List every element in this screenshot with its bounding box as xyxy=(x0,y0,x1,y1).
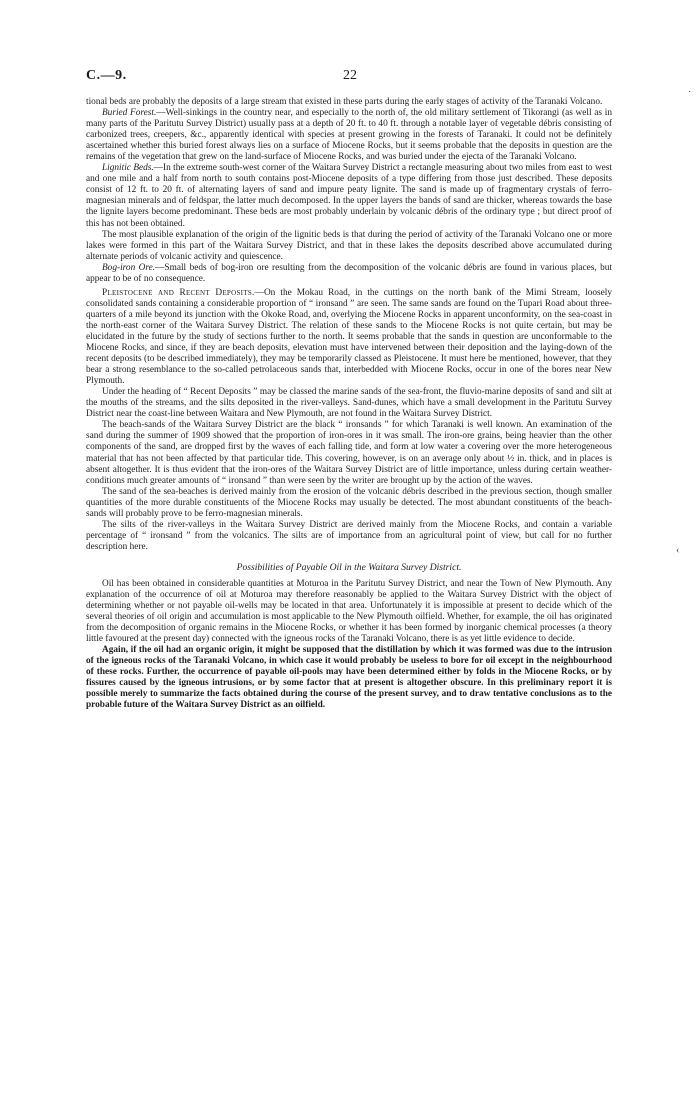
page-header xyxy=(86,68,614,88)
paragraph-heading: Bog-iron Ore. xyxy=(102,262,156,273)
paragraph-river-silts: The silts of the river-valleys in the Waitara Survey District are derived mainly from the Miocene Rocks, and contain a variable percentage of “ ironsand ” from the volcanics. The silts are of importance from an agricultural point of view, but call for no further description here. xyxy=(86,519,612,552)
paragraph-heading: Pleistocene and Recent Deposits. xyxy=(102,287,255,298)
paragraph-bog-iron-ore: Bog-iron Ore.—Small beds of bog-iron ore resulting from the decomposition of the volcanic débris are found in various places, but appear to be of no consequence. xyxy=(86,262,612,284)
section-heading: Possibilities of Payable Oil in the Waitara Survey District. xyxy=(236,561,462,573)
page-body xyxy=(86,97,612,712)
page-number: 22 xyxy=(343,68,357,83)
margin-caret-mark: ‹ xyxy=(676,545,680,556)
paragraph-beach-sands: The beach-sands of the Waitara Survey District are the black “ ironsands ” for which Taranaki is well known. An examination of the sand during the summer of 1909 showed that the proportion of iron-ores in it was small. The iron-ore grains, being heavier than the other components of the sand, are dropped first by the waves of each falling tide, and form at low water a covering over the more heterogeneous material that has not been affected by that particular tide. This covering, however, is on an average only about ½ in. thick, and in places is absent altogether. It is thus evident that the iron-ores of the Waitara Survey District are of little importance, unless during certain weather-conditions much greater amounts of “ ironsand ” than were seen by the writer are brought up by the action of the waves. xyxy=(86,420,612,486)
paragraph-sea-beaches: The sand of the sea-beaches is derived mainly from the erosion of the volcanic débris described in the previous section, though smaller quantities of the more durable constituents of the Miocene Rocks may usually be detected. The most abundant constituents of the beach-sands will probably prove to be ferro-magnesian minerals. xyxy=(86,486,612,519)
paragraph-buried-forest: Buried Forest.—Well-sinkings in the country near, and especially to the north of, the old military settlement of Tikorangi (as well as in many parts of the Paritutu Survey District) usually pass at a depth of 20 ft. to 40 ft. through a notable layer of vegetable débris consisting of carbonized trees, creepers, &c., apparently identical with species at present growing in the forests of Taranaki. It could not be definitely ascertained whether this buried forest always lies on a surface of Miocene Rocks, but it seems probable that the deposits in question are the remains of the vegetation that grew on the land-surface of Miocene Rocks, and was buried under the ejecta of the Taranaki Volcano. xyxy=(86,108,612,163)
paragraph-oil-2: Again, if the oil had an organic origin, it might be supposed that the distillation by which it was formed was due to the intrusion of the igneous rocks of the Taranaki Volcano, in which case it would probably be useless to bore for oil except in the neighbourhood of these rocks. Further, the occurrence of payable oil-pools may have been determined either by folds in the Miocene Rocks, or by fissures caused by the igneous intrusions, or by some factor that at present is altogether obscure. In this preliminary report it is possible merely to summarize the facts obtained during the course of the present survey, and to draw tentative conclusions as to the probable future of the Waitara Survey District as an oilfield. xyxy=(86,645,612,711)
paragraph-pleistocene: Pleistocene and Recent Deposits.—On the Mokau Road, in the cuttings on the north bank of the Mimi Stream, loosely consolidated sands containing a considerable proportion of “ ironsand ” are seen. The same sands are found on the Tupari Road about three-quarters of a mile beyond its junction with the Okoke Road, and, overlying the Miocene Rocks in apparent unconformity, on the sea-coast in the north-east corner of the Waitara Survey District. The relation of these sands to the Miocene Rocks is not quite certain, but may be elucidated in the future by the study of sections further to the north. It seems probable that the sands in question are unconformable to the Miocene Rocks, and since, if they are beach deposits, elevation must have intervened between their deposition and the laying-down of the recent deposits (to be described immediately), they may be temporarily classed as Pleistocene. It must here be mentioned, however, that they bear a strong resemblance to the so-called petrolaceous sands that, interbedded with Miocene Rocks, occur in one of the bores near New Plymouth. xyxy=(86,287,612,387)
paragraph-oil-1: Oil has been obtained in considerable quantities at Moturoa in the Paritutu Survey District, and near the Town of New Plymouth. Any explanation of the occurrence of oil at Moturoa may therefore reasonably be applied to the Waitara Survey District with the object of determining whether or not payable oil-wells may be located in that area. Unfortunately it is impossible at present to decide which of the several theories of oil origin and accumulation is most applicable to the New Plymouth oilfield. Whether, for example, the oil has originated from the decomposition of organic remains in the Miocene Rocks, or whether it has been formed by inorganic chemical processes (a theory little favoured at the present day) connected with the igneous rocks of the Taranaki Volcano, there is as yet little evidence to decide. xyxy=(86,578,612,645)
paragraph-lignitic-origin: The most plausible explanation of the origin of the lignitic beds is that during the period of activity of the Taranaki Volcano one or more lakes were formed in this part of the Waitara Survey District, and that in these lakes the deposits described above accumulated during alternate periods of volcanic activity and quiescence. xyxy=(86,229,612,262)
paragraph-1: tional beds are probably the deposits of a large stream that existed in these parts during the early stages of activity of the Taranaki Volcano. xyxy=(86,97,603,107)
paragraph-recent-deposits: Under the heading of “ Recent Deposits ” may be classed the marine sands of the sea-front, the fluvio-marine deposits of sand and silt at the mouths of the streams, and the silts deposited in the river-valleys. Sand-dunes, which have a small development in the Paritutu Survey District near the coast-line between Waitara and New Plymouth, are not found in the Waitara Survey District. xyxy=(86,387,612,420)
margin-tick-mark: ˙ xyxy=(688,90,692,101)
document-code: C.—9. xyxy=(86,68,127,83)
paragraph-heading: Lignitic Beds. xyxy=(102,163,154,174)
paragraph-heading: Buried Forest. xyxy=(102,108,157,119)
paragraph-lignitic-beds: Lignitic Beds.—In the extreme south-west corner of the Waitara Survey District a rectangle measuring about two miles from east to west and one mile and a half from north to south contains post-Miocene deposits of a type differing from those just described. These deposits consist of 12 ft. to 20 ft. of alternating layers of sand and impure peaty lignite. The sand is made up of fragmentary crystals of ferro-magnesian minerals and of feldspar, the latter much decomposed. In the upper layers the bands of sand are thicker, whereas towards the base the lignite layers become predominant. These beds are most probably underlain by volcanic débris of the ordinary type ; but direct proof of this has not been obtained. xyxy=(86,163,612,229)
